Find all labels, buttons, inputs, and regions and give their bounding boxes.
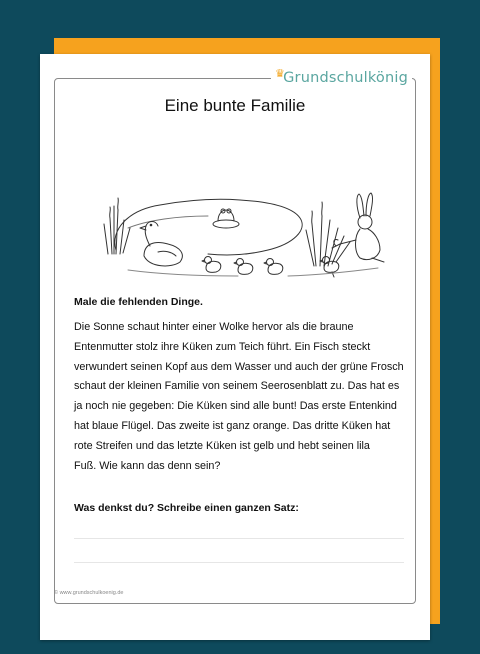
brand-logo <box>271 67 412 86</box>
story-line: schaut der kleinen Familie von seinem Seerosenblatt zu. Das hat es <box>74 380 400 393</box>
story-line: Die Sonne schaut hinter einer Wolke hervor als die braune <box>74 321 354 333</box>
rabbit-painter-icon <box>332 193 384 262</box>
reeds-right-icon <box>306 202 350 266</box>
story-line: rote Streifen und das letzte Küken ist gelb und hebt seinen lila <box>74 439 370 452</box>
crown-icon: ♛ <box>275 67 286 80</box>
chick-2-icon <box>234 259 253 275</box>
story-line: Fuß. Wie kann das denn sein? <box>74 459 221 472</box>
worksheet-page <box>40 54 430 640</box>
pond-duck-family-illustration <box>88 158 388 284</box>
story-line: Entenmutter stolz ihre Küken zum Teich führt. Ein Fisch steckt <box>74 340 371 353</box>
chick-1-icon <box>202 257 221 273</box>
frog-on-lilypad-icon <box>213 209 239 228</box>
mother-duck-icon <box>140 222 182 266</box>
worksheet-title: Eine bunte Familie <box>164 96 306 115</box>
brand-name: Grundschulkönig <box>283 70 408 86</box>
answer-line[interactable] <box>74 538 404 539</box>
chick-3-icon <box>264 259 283 275</box>
copyright-note: © www.grundschulkoenig.de <box>54 590 124 596</box>
answer-line[interactable] <box>74 562 404 563</box>
story-line: ja noch nie gegeben: Die Küken sind alle bunt! Das erste Entenkind <box>74 400 397 413</box>
story-line: verwundert seinen Kopf aus dem Wasser und auch der grüne Frosch <box>74 360 404 373</box>
story-line: hat blaue Flügel. Das zweite ist ganz orange. Das dritte Küken hat <box>74 419 391 432</box>
writing-prompt: Was denkst du? Schreibe einen ganzen Satz: <box>74 502 299 514</box>
task-instruction: Male die fehlenden Dinge. <box>74 296 203 308</box>
story-text <box>74 318 404 476</box>
reeds-left-icon <box>104 198 130 254</box>
